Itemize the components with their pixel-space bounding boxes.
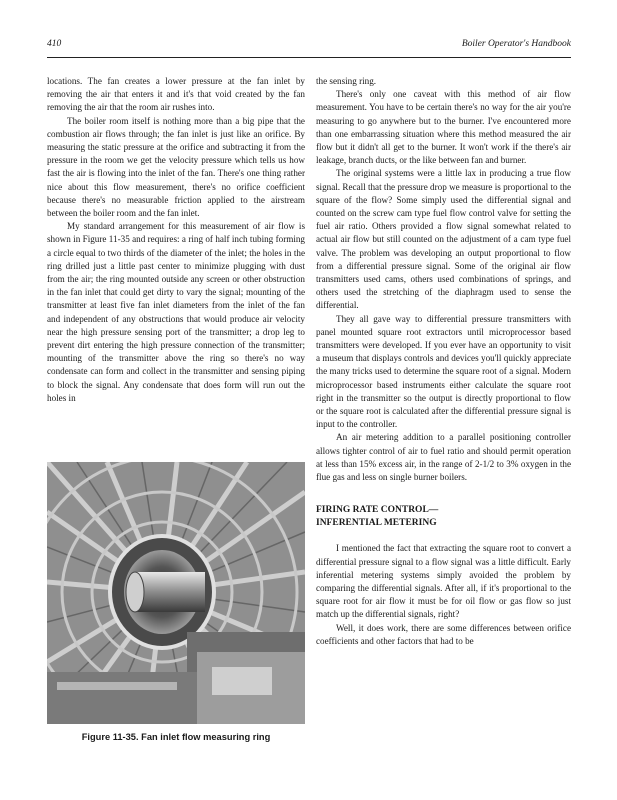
fan-inlet-photo [47, 462, 305, 724]
paragraph: I mentioned the fact that extracting the square root to convert a differential pressure signal to a flow signal was a little difficult. Early inferential metering systems simply avoided the problem by comparing the differential signals. After all, if it's proportional to the square root for air flow it must be for oil flow or gas flow so just match up the differential signals, right? [316, 543, 571, 620]
paragraph: The boiler room itself is nothing more than a big pipe that the combustion air flows through; the fan inlet is just like an orifice. By measuring the static pressure at the orifice and subtracting it from the pressure in the room we get the velocity pressure which tells us how fast the air is flowing into the inlet of the fan. There's one thing rather nice about this flow measurement, there's no orifice coefficient because there's no measurable friction applied to the airstream between the boiler room and the fan inlet. [47, 115, 305, 219]
paragraph: My standard arrangement for this measurement of air flow is shown in Figure 11-35 and requires: a ring of half inch tubing forming a circle equal to two thirds of the diameter of the inlet; the holes in the ring drilled just a little past center to minimize plugging with dust from the air; the ring mounted outside any screen or other obstruction in the fan inlet that could get dirty to vary the signal; mounting of the transmitter at least five fan inlet diameters from the inlet of the fan and independent of any obstructions that would produce air velocity near the high pressure sensing port of the transmitter; a drop leg to prevent dirt entering the high pressure connection of the transmitter; mounting of the transmitter above the ring so there's no way condensate can form and collect in the transmitter and sensing piping to block the signal. Any condensate that does form will run out the holes in [47, 221, 305, 403]
figure-caption: Figure 11-35. Fan inlet flow measuring ring [81, 732, 271, 742]
paragraph: locations. The fan creates a lower pressure at the fan inlet by removing the air that enters it and it's that void created by the fan removing the air that the room air rushes into. [47, 76, 305, 113]
right-column [316, 75, 571, 648]
book-title: Boiler Operator's Handbook [461, 39, 571, 49]
paragraph: There's only one caveat with this method of air flow measurement. You have to be certain there's no way for the air you're measuring to go anywhere but to the burner. I've encountered more than one embarrassing situation where this method measured the air flow but it didn't all get to the burner. It won't work if the there's air leakage, branch ducts, or the like between fan and burner. [316, 89, 571, 166]
page-header [47, 39, 571, 55]
paragraph: The original systems were a little lax in producing a true flow signal. Recall that the pressure drop we measure is proportional to the square of the flow? Some simply used the differential signal and counted on the screw cam type fuel flow control valve for setting the fuel air ratio. Others provided a flow signal somewhat related to actual air flow but still counted on the adjustment of a cam type fuel valve. The problem was developing an output proportional to flow from a differential pressure signal. Some of the original air flow transmitters used cams, others used combinations of springs, and others used the stretching of the diaphragm used to sense the differential. [316, 168, 571, 311]
section-heading-line-1: FIRING RATE CONTROL— [316, 505, 439, 516]
paragraph: the sensing ring. [316, 76, 377, 86]
paragraph: Well, it does work, there are some differences between orifice coefficients and other factors that had to be [316, 622, 571, 646]
section-heading [316, 504, 571, 530]
paragraph: They all gave way to differential pressure transmitters with panel mounted square root extractors until microprocessor based transmitters were developed. If you ever have an opportunity to visit a museum that displays controls and devices you'll quickly appreciate the many tricks used to determine the square root of a signal. Modern microprocessor based instruments either calculate the square root right in the transmitter so the output is directly proportional to flow or the square root is calculated after the differential pressure signal is input to the controller. [316, 313, 571, 430]
page-number: 410 [47, 39, 62, 49]
left-column [47, 75, 305, 405]
fan-inlet-illustration [47, 462, 305, 724]
paragraph: An air metering addition to a parallel positioning controller allows tighter control of air to fuel ratio and should permit operation at less than 15% excess air, in the range of 2-1/2 to 3% oxygen in the flue gas and less on single burner boilers. [316, 432, 571, 483]
section-heading-line-2: INFERENTIAL METERING [316, 518, 437, 529]
header-rule [47, 57, 571, 58]
